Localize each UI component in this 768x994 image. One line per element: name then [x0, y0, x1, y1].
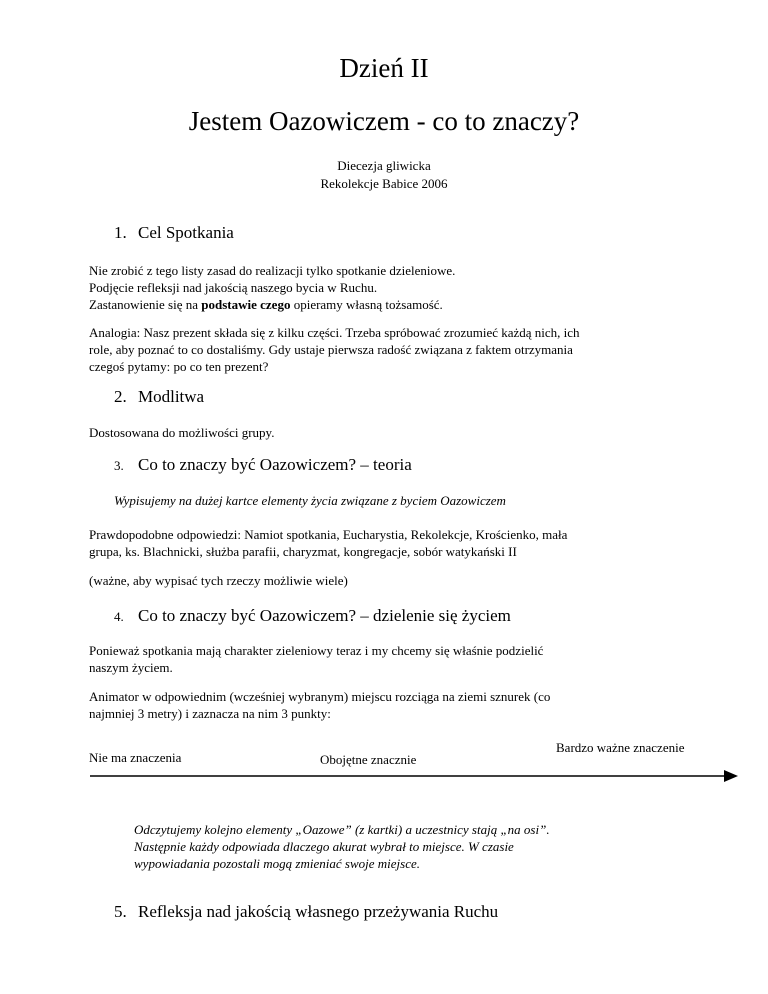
section-5-number: 5.: [114, 902, 127, 921]
section-5-heading: [114, 902, 498, 922]
axis-arrow: [88, 766, 740, 786]
sharing-p2-line-1: Animator w odpowiednim (wcześniej wybranym) miejscu rozciąga na ziemi sznurek (co: [89, 689, 551, 704]
axis-label-middle: Obojętne znacznie: [320, 752, 417, 767]
section-1-number: 1.: [114, 223, 127, 242]
analogy-line-2: role, aby poznać to co dostaliśmy. Gdy ustaje pierwsza radość związana z faktem otrzymania: [89, 342, 573, 357]
axis-instructions-line-1: Odczytujemy kolejno elementy „Oazowe” (z kartki) a uczestnicy stają „na osi”.: [134, 822, 550, 837]
section-3-number: 3.: [114, 458, 124, 473]
analogy-line-1: Analogia: Nasz prezent składa się z kilku części. Trzeba spróbować zrozumieć każdą nich, ich: [89, 325, 580, 340]
goal-line-3-bold: podstawie czego: [201, 297, 291, 312]
goal-line-3-end: opieramy własną tożsamość.: [290, 297, 443, 312]
axis-label-right: Bardzo ważne znaczenie: [556, 740, 685, 755]
section-1-heading: [114, 223, 234, 243]
axis-label-left: Nie ma znaczenia: [89, 750, 182, 765]
theory-answers-line-2: grupa, ks. Blachnicki, służba parafii, charyzmat, kongregacje, sobór watykański II: [89, 544, 517, 559]
section-4-title: Co to znaczy być Oazowiczem? – dzielenie się życiem: [138, 606, 511, 625]
axis-instructions-line-3: wypowiadania pozostali mogą zmieniać swoje miejsce.: [134, 856, 420, 871]
section-2-title: Modlitwa: [138, 387, 205, 406]
page-subtitle: Jestem Oazowiczem - co to znaczy?: [188, 106, 580, 136]
section-5-title: Refleksja nad jakością własnego przeżywania Ruchu: [138, 902, 499, 921]
sharing-paragraph-1: [89, 642, 543, 676]
section-2-number: 2.: [114, 387, 127, 406]
goal-line-1: Nie zrobić z tego listy zasad do realizacji tylko spotkanie dzieleniowe.: [89, 263, 456, 278]
diocese-line: Diecezja gliwicka: [337, 158, 431, 173]
section-3-title: Co to znaczy być Oazowiczem? – teoria: [138, 455, 412, 474]
section-1-title: Cel Spotkania: [138, 223, 234, 242]
theory-instruction: Wypisujemy na dużej kartce elementy życia związane z byciem Oazowiczem: [114, 493, 506, 508]
goal-line-2: Podjęcie refleksji nad jakością naszego bycia w Ruchu.: [89, 280, 378, 295]
axis-arrowhead: [724, 770, 738, 782]
goal-paragraph: [89, 262, 455, 313]
section-4-number: 4.: [114, 609, 124, 624]
theory-note: (ważne, aby wypisać tych rzeczy możliwie wiele): [89, 573, 348, 588]
theory-answers-line-1: Prawdopodobne odpowiedzi: Namiot spotkania, Eucharystia, Rekolekcje, Krościenko, mała: [89, 527, 568, 542]
sharing-paragraph-2: [89, 688, 550, 722]
goal-line-3-start: Zastanowienie się na: [89, 297, 202, 312]
analogy-line-3: czegoś pytamy: po co ten prezent?: [89, 359, 269, 374]
sharing-p1-line-2: naszym życiem.: [89, 660, 173, 675]
sharing-p2-line-2: najmniej 3 metry) i zaznacza na nim 3 punkty:: [89, 706, 331, 721]
section-3-heading: [114, 455, 412, 475]
sharing-p1-line-1: Ponieważ spotkania mają charakter zieleniowy teraz i my chcemy się właśnie podzielić: [89, 643, 544, 658]
axis-instructions-line-2: Następnie każdy odpowiada dlaczego akurat wybrał to miejsce. W czasie: [134, 839, 514, 854]
retreat-line: Rekolekcje Babice 2006: [320, 176, 448, 191]
page-title: Dzień II: [339, 53, 429, 83]
theory-answers: [89, 526, 567, 560]
goal-line-3: [89, 296, 455, 313]
prayer-text: Dostosowana do możliwości grupy.: [89, 425, 275, 440]
section-4-heading: [114, 606, 511, 626]
analogy-paragraph: [89, 324, 580, 375]
axis-instructions: [134, 821, 550, 872]
section-2-heading: [114, 387, 204, 407]
